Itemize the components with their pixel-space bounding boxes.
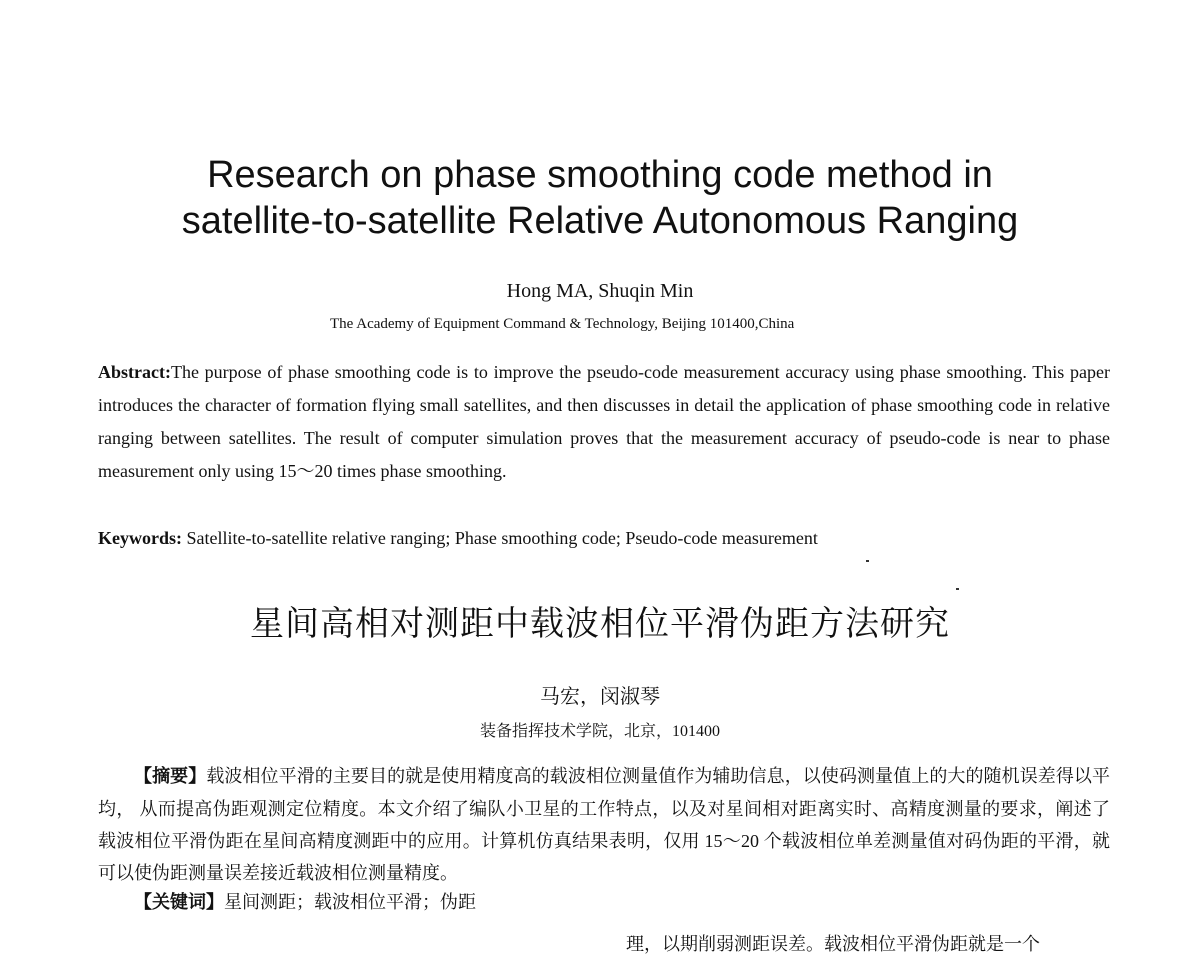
keywords-en-label: Keywords:	[98, 528, 182, 548]
keywords-en	[98, 524, 1110, 552]
keywords-cn	[134, 888, 476, 917]
affiliation-cn: 装备指挥技术学院，北京，101400	[479, 723, 720, 740]
abstract-cn-label: 【摘要】	[134, 766, 207, 787]
abstract-cn	[98, 760, 1110, 889]
paper-title-cn: 星间高相对测距中载波相位平滑伪距方法研究	[250, 604, 950, 644]
body-text-continued: 理，以期削弱测距误差。载波相位平滑伪距就是一个	[626, 934, 1040, 954]
scan-speck	[866, 560, 869, 562]
abstract-en-label: Abstract:	[98, 362, 171, 382]
abstract-cn-text: 载波相位平滑的主要目的就是使用精度高的载波相位测量值作为辅助信息，以使码测量值上的大的随机误差得以平均， 从而提高伪距观测定位精度。本文介绍了编队小卫星的工作特点，以及对星间相对距离实时、高精度测量的要求，阐述了载波相位平滑伪距在星间高精度测距中的应用。计算机仿真结果表明，仅用 15～20 个载波相位单差测量值对码伪距的平滑，就可以使伪距测量误差接近载波相位测量精度。	[98, 766, 1111, 883]
keywords-en-text: Satellite-to-satellite relative ranging; Phase smoothing code; Pseudo-code measurement	[186, 528, 818, 548]
authors-en: Hong MA, Shuqin Min	[506, 280, 694, 302]
abstract-en	[98, 356, 1110, 488]
keywords-cn-label: 【关键词】	[134, 892, 224, 913]
authors-cn: 马宏，闵淑琴	[540, 686, 660, 708]
affiliation-en: The Academy of Equipment Command & Technology, Beijing 101400,China	[330, 316, 795, 332]
keywords-cn-text: 星间测距；载波相位平滑；伪距	[224, 892, 476, 912]
abstract-en-text: The purpose of phase smoothing code is to improve the pseudo-code measurement accuracy using phase smoothing. This paper introduces the character of formation flying small satellites, and then discusses in detail the application of phase smoothing code in relative ranging between satellites. The result of computer simulation proves that the measurement accuracy of pseudo-code is near to phase measurement only using 15～20 times phase smoothing.	[98, 362, 1110, 481]
paper-title-en: Research on phase smoothing code method in satellite-to-satellite Relative Autonomous Ranging	[181, 154, 1019, 242]
scan-speck	[956, 588, 959, 590]
